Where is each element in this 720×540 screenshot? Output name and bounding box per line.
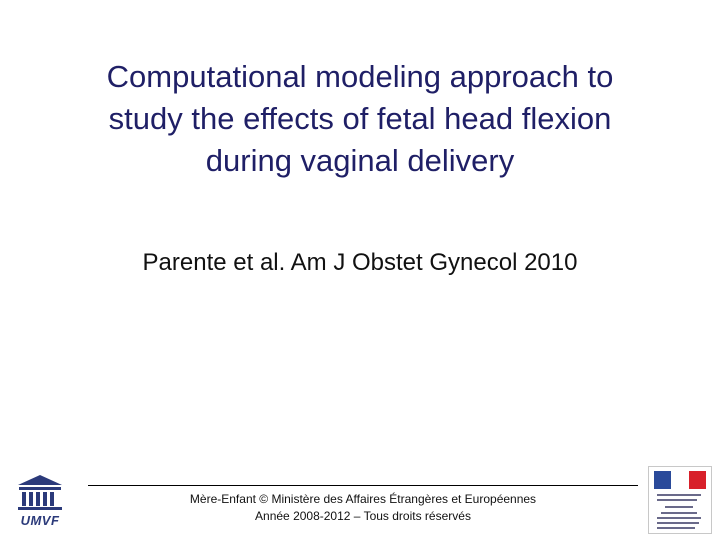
- slide-title-line-2: study the effects of fetal head flexion: [108, 101, 612, 136]
- slide-title-line-3: during vaginal delivery: [205, 143, 515, 178]
- umvf-logo: [12, 472, 68, 530]
- citation: Parente et al. Am J Obstet Gynecol 2010: [142, 249, 578, 276]
- french-republic-logo: [648, 466, 712, 534]
- footer-divider: [88, 485, 638, 486]
- footer-years: Année 2008-2012 – Tous droits réservés: [255, 509, 471, 523]
- slide-title: [40, 56, 680, 182]
- footer-copyright: Mère-Enfant © Ministère des Affaires Étrangères et Européennes: [189, 492, 537, 506]
- slide-title-line-1: Computational modeling approach to: [106, 59, 614, 94]
- french-flag-icon: [654, 471, 706, 489]
- umvf-logo-text: UMVF: [20, 513, 60, 528]
- footer: [88, 491, 638, 525]
- umvf-building-icon: [12, 472, 68, 514]
